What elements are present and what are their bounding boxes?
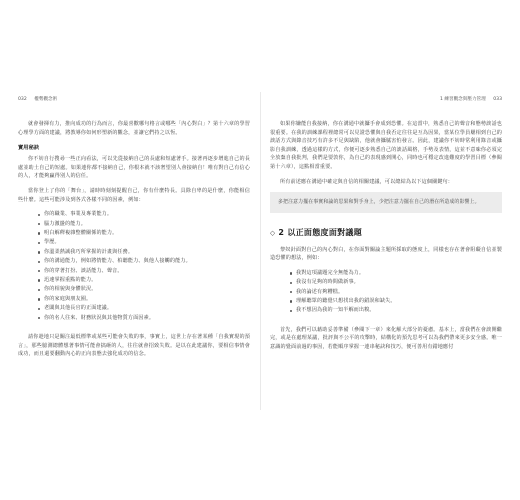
left-page-header	[18, 96, 57, 102]
list-item: 理解聽眾的聽覺只想找出我的錯誤和缺失。	[296, 297, 502, 306]
left-closing-paragraph: 請你趁地只是關注最低標準或某些可能會失敗的事，事實上，這世上存在著某種「自我實現的預言」，那些臆測總體想著事情可能會搞砸的人，往往就會招致失敗。是以在此建議你，要相信事情會成功，而且還要翻動內心的正向表態去強化成功的信念。	[18, 334, 250, 358]
list-item: 你的相貌與身體狀況。	[44, 285, 250, 294]
list-item: 你的溝通能力，例如將情能力、柏聽能力、與他人接觸的能力。	[44, 257, 250, 266]
key-sentence-box	[270, 192, 502, 212]
strengths-list	[18, 210, 250, 323]
right-page	[270, 92, 502, 410]
list-item: 你的職業、事業及專業能力。	[44, 210, 250, 219]
right-running-title: 1 練習觀念與壓力管理	[440, 97, 486, 102]
left-section-paragraph-2: 當你登上了你的「舞台」，請時時刻刻提醒自己，你有什麼特長。具除自卑的是什麼，你能相信些什麼。這些可能涉及到各式各樣不同的因素，例如：	[18, 187, 250, 203]
list-item: 我的論述有夠糟糕。	[296, 288, 502, 297]
list-item: 腦力激盪的能力。	[44, 220, 250, 229]
right-closing-paragraph: 首先，我們可以藉助妥善準備（參閱下一章）來化解大部分的憂慮。基本上，當我們在會談開繼完，或是在處理某議，批評與不公平的攻擊時，結構化的預先思考可以為我們帶來更多安全感。唯一意識的覺面前過的事因，若能順序掌握一連串秘訣和技巧，便可善用有錯地應付	[270, 326, 502, 350]
right-page-body	[270, 120, 502, 358]
right-page-number: 033	[493, 97, 502, 102]
list-item: 老闆與其他長官的正面建議。	[44, 304, 250, 313]
right-section-intro: 黎奴針面對自己的內心對白，在你面對關論主題所採取的態度上，同樣也存在著會阻礙自信並製造恐懼的想法，例如：	[270, 246, 502, 262]
list-item: 學歷。	[44, 238, 250, 247]
left-page-number: 032	[18, 97, 27, 102]
book-spread	[18, 92, 502, 410]
right-paragraph-2: 所有前述應在溝通中確定與自信的相關建議，可以總結為以下這個關鍵句：	[280, 178, 454, 185]
list-item: 我不想因為我的一知半解而出糗。	[296, 306, 502, 315]
list-item: 我對這項議題完全無能為力。	[296, 269, 502, 278]
list-item: 你的穿著打扮、談話能力、聲音。	[44, 267, 250, 276]
left-section-paragraph-1: 你不妨自行搜尋一些正向看法，可以先從接納自己的長處和短處著手。接著再逐步增進自己的長處並助土自己的短處。如果連你都不接納自己，你根本就不該奢望別人會接納自！唯有對自己有信心的人，才能夠贏得別人的信任。	[18, 156, 250, 180]
section-heading-text: 2 以正面態度面對議題	[278, 227, 363, 237]
diamond-icon: ◇	[270, 228, 276, 237]
right-paragraph-1: 如果你嫌能自我接納，你在溝通中就攝手會成到恐懼。在這當中，熟悉自己的聲音和態勢談話也很重要。在我的訓練課程裡總常可以見證恐懼與自我否定往往是互為因果，當某位學員屢相到自己的談話方式與錄音技巧有許多不足與缺陷，他就會攝膩害怕發言。因此，建議你不妨時常利用錄音或攝影自我訓練，透過這樣的方式，你便可逐步熟悉自己的談話風格，手勢及表情，這並不意味你必須完全放棄自我批判，我們是要敦你，為自己的表現感到開心，同時也可穩定改進難度的學習目標（參閱第十六章），這點相當重要。	[270, 121, 502, 170]
list-item: 你的家庭與朋友圈。	[44, 295, 250, 304]
right-page-header	[440, 96, 502, 102]
worries-list	[270, 269, 502, 316]
section-heading-practical-tips: 實用秘訣	[18, 145, 40, 152]
left-page-body	[18, 120, 250, 365]
list-item: 你的名人往來、財務狀況與其他物質方面因素。	[44, 314, 250, 323]
left-running-title: 權勢觀念術	[34, 97, 58, 102]
page-gutter	[260, 92, 261, 410]
list-item: 迅速掌握重點的能力。	[44, 276, 250, 285]
left-paragraph-1: 就會發揮有力，推向成功的行為而言，你最喜歡哪句格言或哪些「內心對白」？第十六章的學習心理學方面的建議，將教導你如何形塑新的觀念，並讓它們持之以恆。	[18, 121, 250, 136]
key-sentence-text: 多把注意力擺在事實和論的思果和對手身上，少把注意力擺在自己的潛在所造成的影響上。	[278, 199, 480, 206]
list-item: 你溫柔熱誠我巧所掌握的計畫與任務。	[44, 248, 250, 257]
section-heading-positive-attitude	[270, 227, 502, 238]
list-item: 明白解釋複雜整體關係的能力。	[44, 229, 250, 238]
list-item: 我沒有足夠的時間做新事。	[296, 278, 502, 287]
left-page	[18, 92, 250, 410]
